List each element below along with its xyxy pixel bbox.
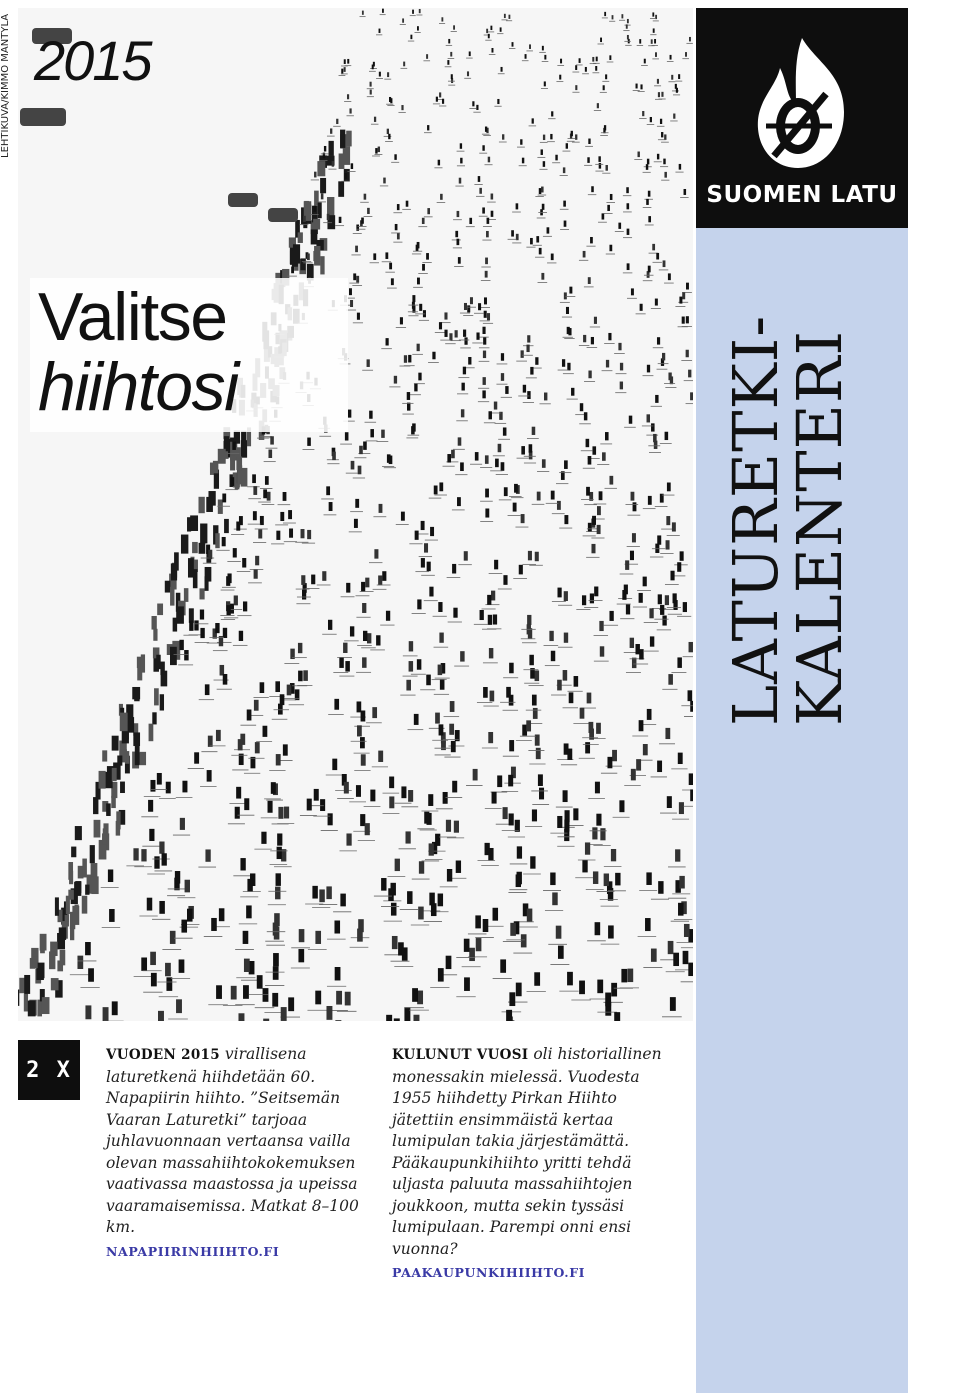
article2-link[interactable]: PAAKAUPUNKIHIIHTO.FI: [392, 1265, 586, 1280]
ski-crowd-photo: [18, 8, 693, 1021]
crowd-illustration: [18, 8, 693, 1021]
calendar-title-line2: KALENTERI: [783, 329, 856, 726]
article2-lead: KULUNUT VUOSI: [392, 1047, 529, 1063]
calendar-title-line1: LATURETKI-: [719, 314, 792, 726]
headline: [30, 278, 348, 432]
sidebar: [696, 8, 908, 1393]
logo-block: [696, 8, 908, 228]
article1-link[interactable]: NAPAPIIRINHIIHTO.FI: [106, 1243, 280, 1259]
article2-body: oli historiallinen monessakin mielessä. Vuodesta 1955 hiihdetty Pirkan Hiihto jätettiin ensimmäistä kertaa lumipulan takia järjestämättä. Pääkaupunkihiihto yritti tehdä uljasta paluuta massahiihtojen joukkoon, mutta sekin tyssäsi lumipulaan. Parempi onni ensi vuonna?: [392, 1045, 662, 1258]
brand-name: SUOMEN LATU: [706, 182, 898, 208]
year-label: 2015: [34, 29, 151, 92]
headline-line2: hiihtosi: [38, 349, 238, 425]
article-napapiiri: [106, 1044, 376, 1262]
headline-line1: Valitse: [38, 279, 227, 355]
article1-lead: VUODEN 2015: [106, 1047, 220, 1063]
article-paakaupunki: [392, 1044, 682, 1284]
flame-logo-icon: [736, 28, 868, 178]
photo-credit: LEHTIKUVA/KIMMO MÄNTYLÄ: [0, 13, 11, 158]
article1-body: virallisena laturetkenä hiihdetään 60. Napapiirin hiihto. ”Seitsemän Vaaran Laturetki” tarjoaa juhlavuonnaan vertaansa vailla olevan massahiihtokokemuksen vaativassa maastossa ja upeissa vaaramaisemissa. Matkat 8–100 km.: [106, 1045, 359, 1236]
calendar-title: [719, 256, 884, 726]
count-badge: 2 X: [18, 1040, 80, 1100]
